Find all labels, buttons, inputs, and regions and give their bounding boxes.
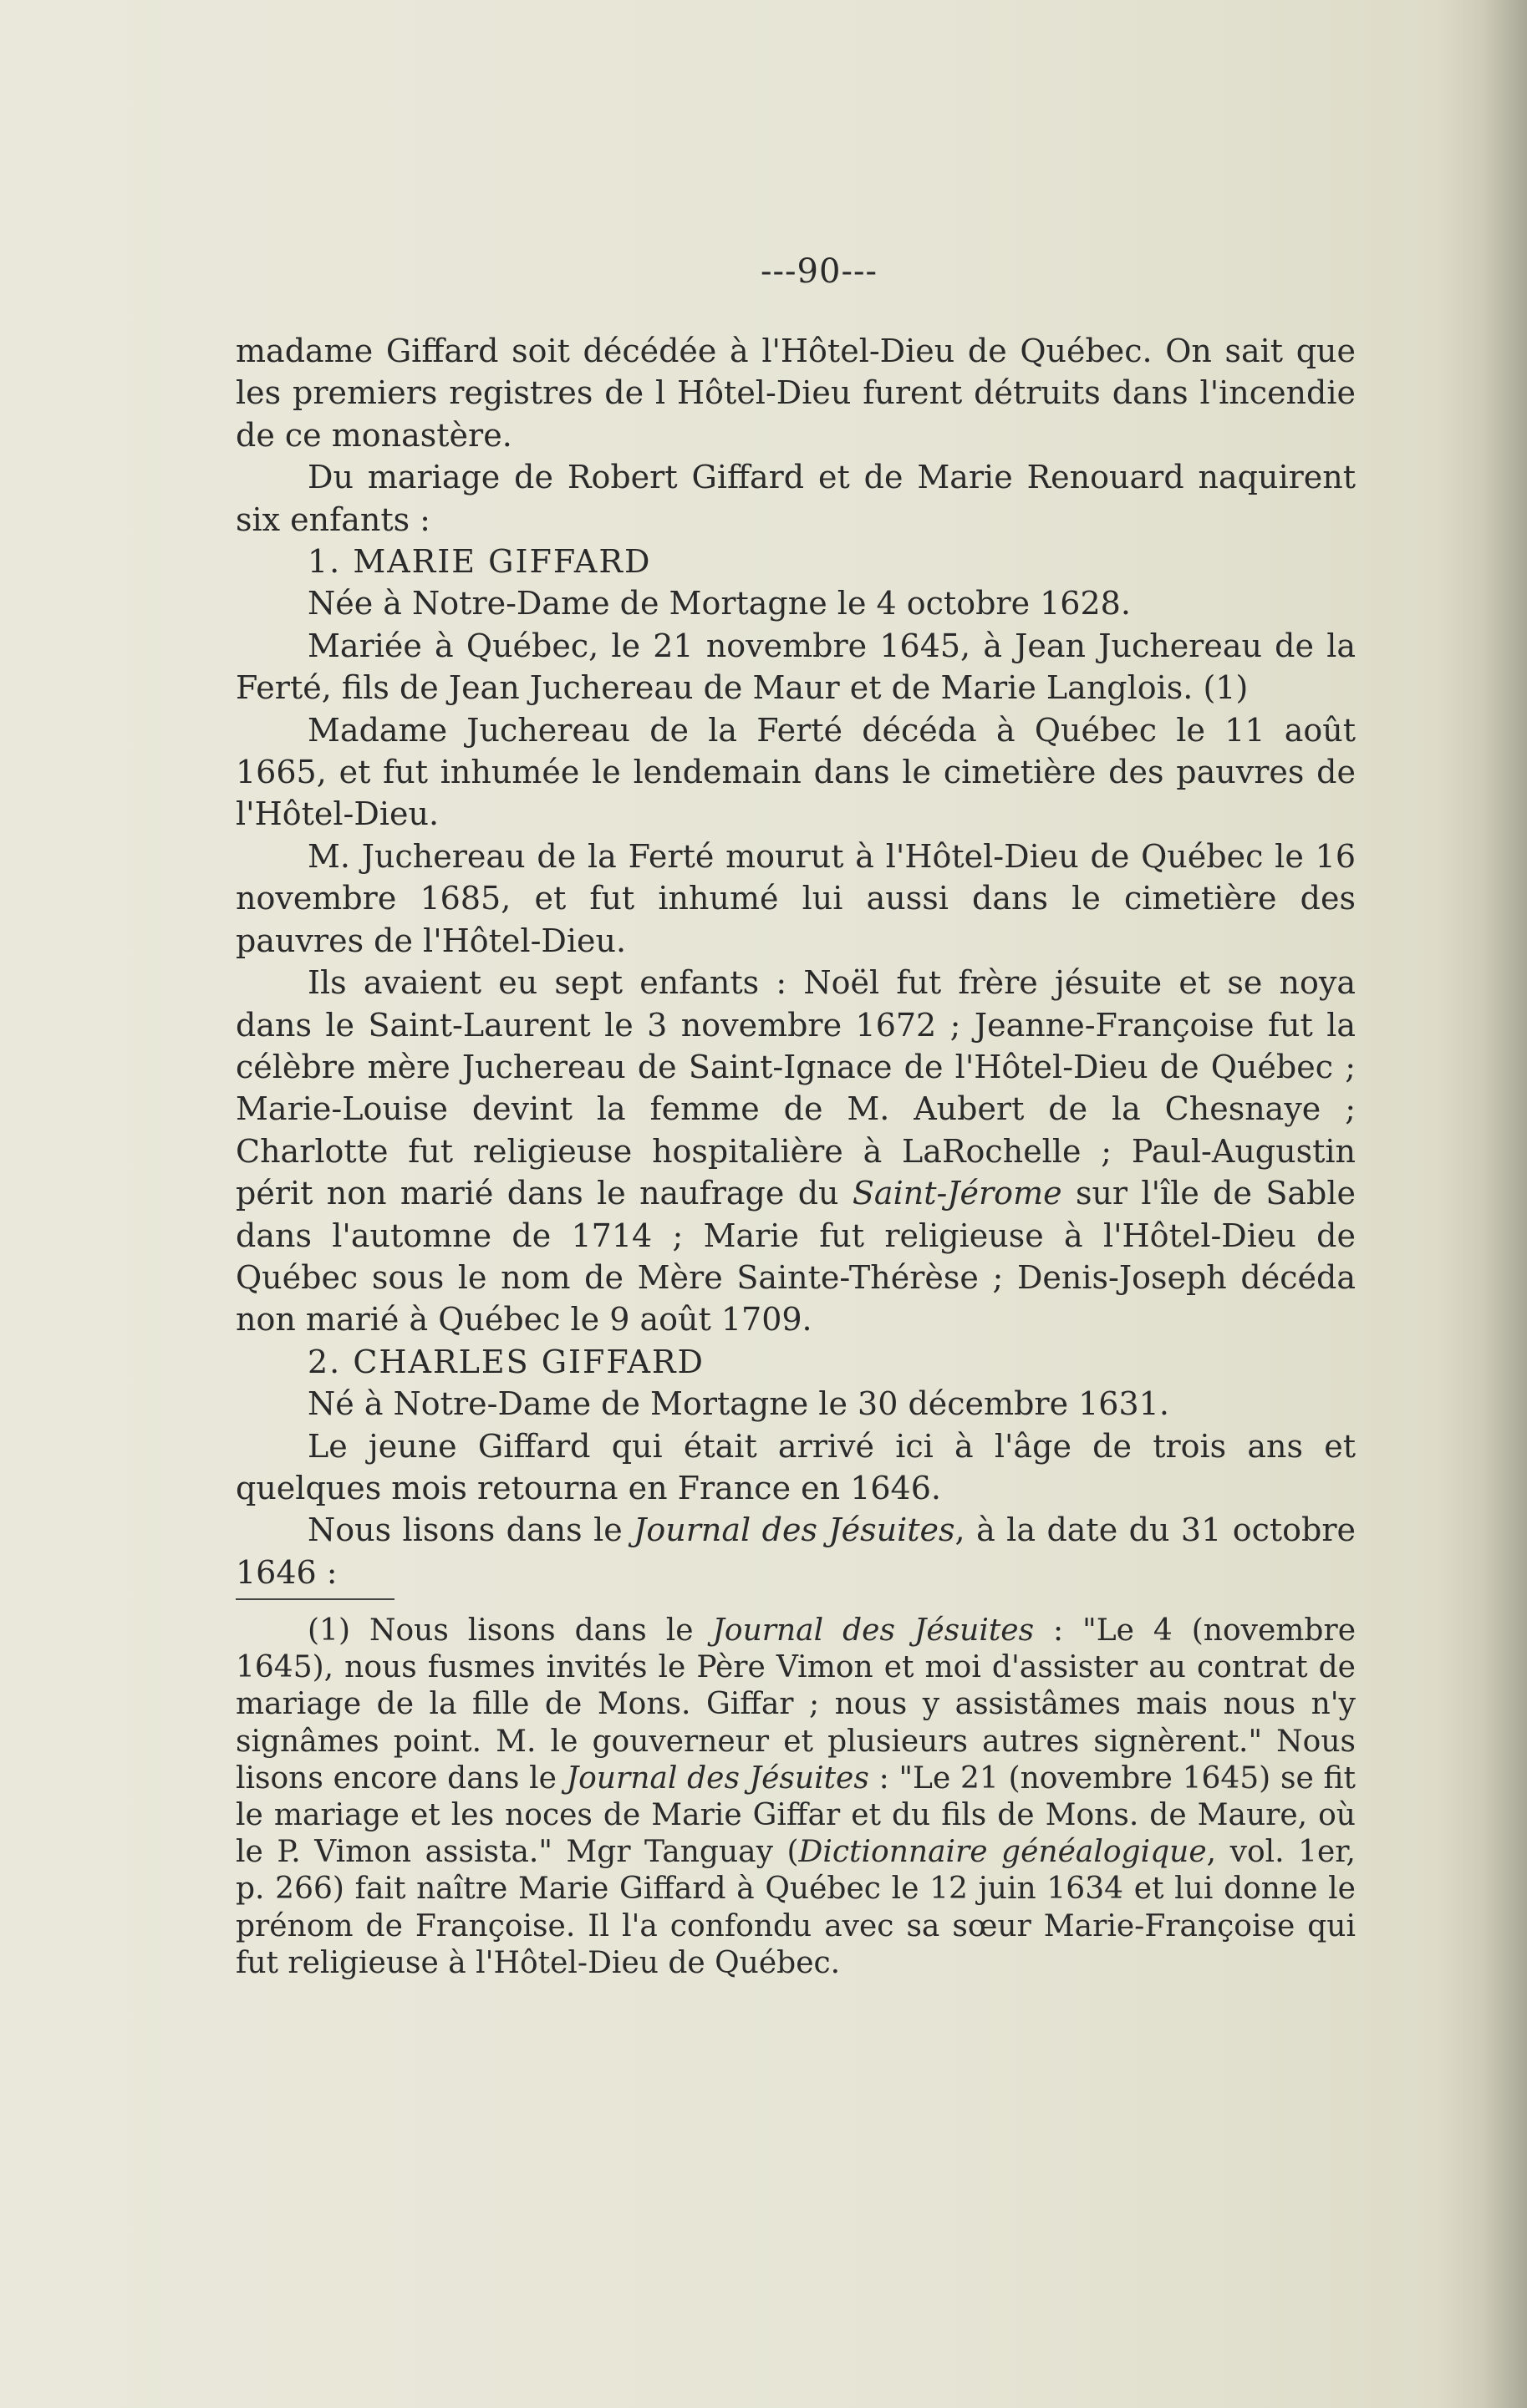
paragraph: Né à Notre-Dame de Mortagne le 30 décembre 1631. <box>308 1385 1169 1423</box>
footnote <box>236 1613 1356 1982</box>
paragraph: Mariée à Québec, le 21 novembre 1645, à Jean Juchereau de la Ferté, fils de Jean Juchereau de Maur et de Marie Langlois. (1) <box>236 627 1356 707</box>
text-run: sur l'île de Sable dans l'automne de 1714 ; Marie fut religieuse à l'Hôtel-Dieu de Québec sous le nom de Mère Sainte-Thérèse ; Denis-Joseph décéda non marié à Québec le 9 août 1709. <box>236 1175 1356 1339</box>
section-heading: 1. MARIE GIFFARD <box>308 543 652 581</box>
italic-title: Journal des Jésuites <box>566 1760 869 1796</box>
page-number: ---90--- <box>761 252 878 291</box>
paragraph: Née à Notre-Dame de Mortagne le 4 octobre 1628. <box>308 585 1131 622</box>
text-run: : "Le 21 (novembre 1645) se fit le mariage et les noces de Marie Giffar et du fils de Mons. de Maure, où le P. Vimon assista." Mgr Tanguay ( <box>236 1760 1356 1870</box>
italic-title: Journal des Jésuites <box>634 1511 955 1549</box>
paragraph: Madame Juchereau de la Ferté décéda à Québec le 11 août 1665, et fut inhumée le lendemain dans le cimetière des pauvres de l'Hôtel-Dieu. <box>236 711 1356 833</box>
section-heading: 2. CHARLES GIFFARD <box>308 1343 705 1380</box>
text-run: (1) Nous lisons dans le <box>308 1613 713 1648</box>
text-run: , à la date du 31 octobre 1646 : <box>236 1511 1356 1591</box>
footnote-divider <box>236 1598 394 1600</box>
text-run: : "Le 4 (novembre 1645), nous fusmes invités le Père Vimon et moi d'assister au contrat de mariage de la fille de Mons. Giffar ; nous y assistâmes mais nous n'y signâmes point. M. le gouverneur et plusieurs autres signèrent." Nous lisons encore dans le <box>236 1613 1356 1796</box>
italic-title: Journal des Jésuites <box>712 1613 1035 1648</box>
paragraph: Du mariage de Robert Giffard et de Marie Renouard naquirent six enfants : <box>236 459 1356 538</box>
paragraph: M. Juchereau de la Ferté mourut à l'Hôtel-Dieu de Québec le 16 novembre 1685, et fut inhumé lui aussi dans le cimetière des pauvres de l'Hôtel-Dieu. <box>236 837 1356 959</box>
text-run: , vol. 1er, p. 266) fait naître Marie Giffard à Québec le 12 juin 1634 et lui donne le prénom de Françoise. Il l'a confondu avec sa sœur Marie-Françoise qui fut religieuse à l'Hôtel-Dieu de Québec. <box>236 1835 1356 1980</box>
text-run: Nous lisons dans le <box>308 1511 634 1549</box>
paragraph: Le jeune Giffard qui était arrivé ici à l'âge de trois ans et quelques mois retourna en France en 1646. <box>236 1427 1356 1506</box>
paragraph <box>236 1509 1356 1593</box>
body-text <box>236 330 1356 1593</box>
footnote-paragraph <box>236 1613 1356 1982</box>
text-run: Ils avaient eu sept enfants : Noël fut frère jésuite et se noya dans le Saint-Laurent le 3 novembre 1672 ; Jeanne-Françoise fut la célèbre mère Juchereau de Saint-Ignace de l'Hôtel-Dieu de Québec ; Marie-Louise devint la femme de M. Aubert de la Chesnaye ; Charlotte fut religieuse hospitalière à LaRochelle ; Paul-Augustin périt non marié dans le naufrage du <box>236 964 1356 1212</box>
italic-title: Dictionnaire généalogique <box>798 1835 1207 1870</box>
paragraph: madame Giffard soit décédée à l'Hôtel-Dieu de Québec. On sait que les premiers registres de l Hôtel-Dieu furent détruits dans l'incendie de ce monastère. <box>236 333 1356 454</box>
italic-ship-name: Saint-Jérome <box>852 1175 1062 1212</box>
paragraph <box>236 962 1356 1341</box>
